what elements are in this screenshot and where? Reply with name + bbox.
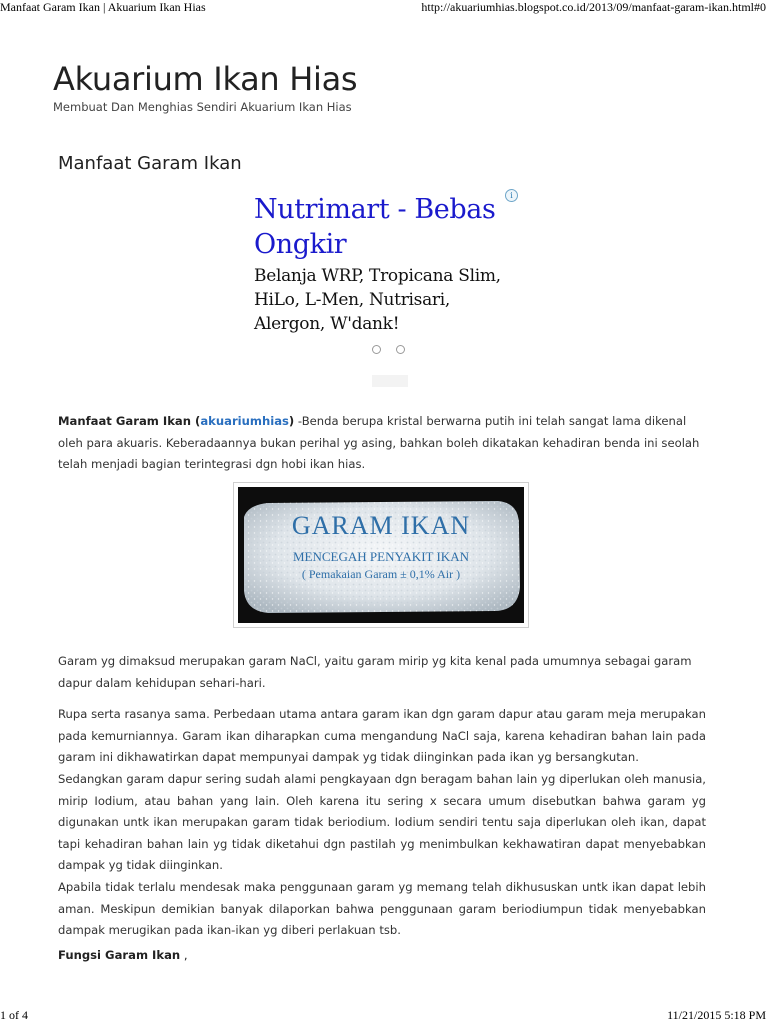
ad-headline-link[interactable]: Nutrimart - Bebas Ongkir bbox=[254, 194, 496, 260]
print-page-number: 1 of 4 bbox=[0, 1008, 28, 1022]
print-page-url: http://akuariumhias.blogspot.co.id/2013/09/manfaat-garam-ikan.html#0 bbox=[421, 0, 766, 14]
bag-label-main: GARAM IKAN bbox=[291, 511, 471, 540]
post-paragraph bbox=[58, 769, 706, 877]
print-page-title: Manfaat Garam Ikan | Akuarium Ikan Hias bbox=[0, 0, 206, 14]
product-photo bbox=[233, 482, 529, 628]
bag-label-line2: MENCEGAH PENYAKIT IKAN bbox=[293, 549, 469, 564]
blog-title[interactable]: Akuarium Ikan Hias bbox=[53, 60, 358, 98]
print-footer bbox=[0, 1008, 768, 1024]
bag-label-line3: ( Pemakaian Garam ± 0,1% Air ) bbox=[301, 567, 461, 581]
ad-carousel-dot[interactable] bbox=[372, 345, 381, 354]
post-paragraph bbox=[58, 704, 706, 769]
paragraph-4-text: Sedangkan garam dapur sering sudah alami pengkayaan dgn beragam bahan lain yg diperlukan oleh manusia, mirip Iodium, atau bahan yang lain. Oleh karena itu sering x secara umum disebutkan bahwa garam yg digunakan untk ikan merupakan garam tidak beriodium. Iodium sendiri tentu saja diperlukan oleh ikan, dapat tapi kehadiran bahan lain yg tidak diketahui dgn pastilah yg menimbulkan kekhawatiran dapat menyebabkan dampak yg tidak diinginkan. bbox=[58, 772, 706, 872]
subheading-suffix: , bbox=[180, 948, 188, 962]
post-title[interactable]: Manfaat Garam Ikan bbox=[58, 153, 242, 174]
intro-text: -Benda berupa kristal berwarna putih ini telah sangat lama dikenal oleh para akuaris. Keberadaannya bukan perihal yg asing, bahkan boleh dikatakan kehadiran benda ini seolah telah menjadi bagian terintegrasi dgn hobi ikan hias. bbox=[58, 414, 700, 471]
post-paragraph bbox=[58, 877, 706, 942]
print-header bbox=[0, 0, 768, 16]
post-subheading bbox=[58, 945, 706, 967]
blog-link[interactable]: akuariumhias bbox=[200, 414, 289, 428]
post-paragraph bbox=[58, 651, 706, 694]
paragraph-5-text: Apabila tidak terlalu mendesak maka penggunaan garam yg memang telah dikhususkan untk ikan dapat lebih aman. Meskipun demikian banyak dilaporkan bahwa penggunaan garam beriodiumpun tidak menyebabkan dampak merugikan pada ikan-ikan yg diberi perlakuan tsb. bbox=[58, 880, 706, 937]
intro-bold-title: Manfaat Garam Ikan ( bbox=[58, 414, 201, 428]
paragraph-3-text: Rupa serta rasanya sama. Perbedaan utama antara garam ikan dgn garam dapur atau garam meja merupakan pada kemurniannya. Garam ikan diharapkan cuma mengandung NaCl saja, karena kehadiran bahan lain pada garam ini dikhawatirkan dapat mempunyai dampak yg tidak diinginkan pada ikan yg bersangkutan. bbox=[58, 707, 706, 764]
blog-description: Membuat Dan Menghias Sendiri Akuarium Ikan Hias bbox=[53, 100, 352, 114]
print-timestamp: 11/21/2015 5:18 PM bbox=[667, 1008, 766, 1022]
info-icon[interactable]: i bbox=[505, 189, 518, 202]
advertisement[interactable] bbox=[254, 188, 524, 394]
ad-carousel-dot[interactable] bbox=[396, 345, 405, 354]
intro-bold-close: ) bbox=[288, 414, 295, 428]
ad-footer-strip bbox=[372, 375, 408, 387]
ad-body-text: Belanja WRP, Tropicana Slim, HiLo, L-Men, Nutrisari, Alergon, W'dank! bbox=[254, 266, 501, 334]
salt-bag-image bbox=[238, 487, 524, 623]
subheading-text: Fungsi Garam Ikan bbox=[58, 948, 181, 962]
paragraph-2-text: Garam yg dimaksud merupakan garam NaCl, yaitu garam mirip yg kita kenal pada umumnya sebagai garam dapur dalam kehidupan sehari-hari. bbox=[58, 654, 692, 690]
post-intro-paragraph bbox=[58, 411, 706, 476]
